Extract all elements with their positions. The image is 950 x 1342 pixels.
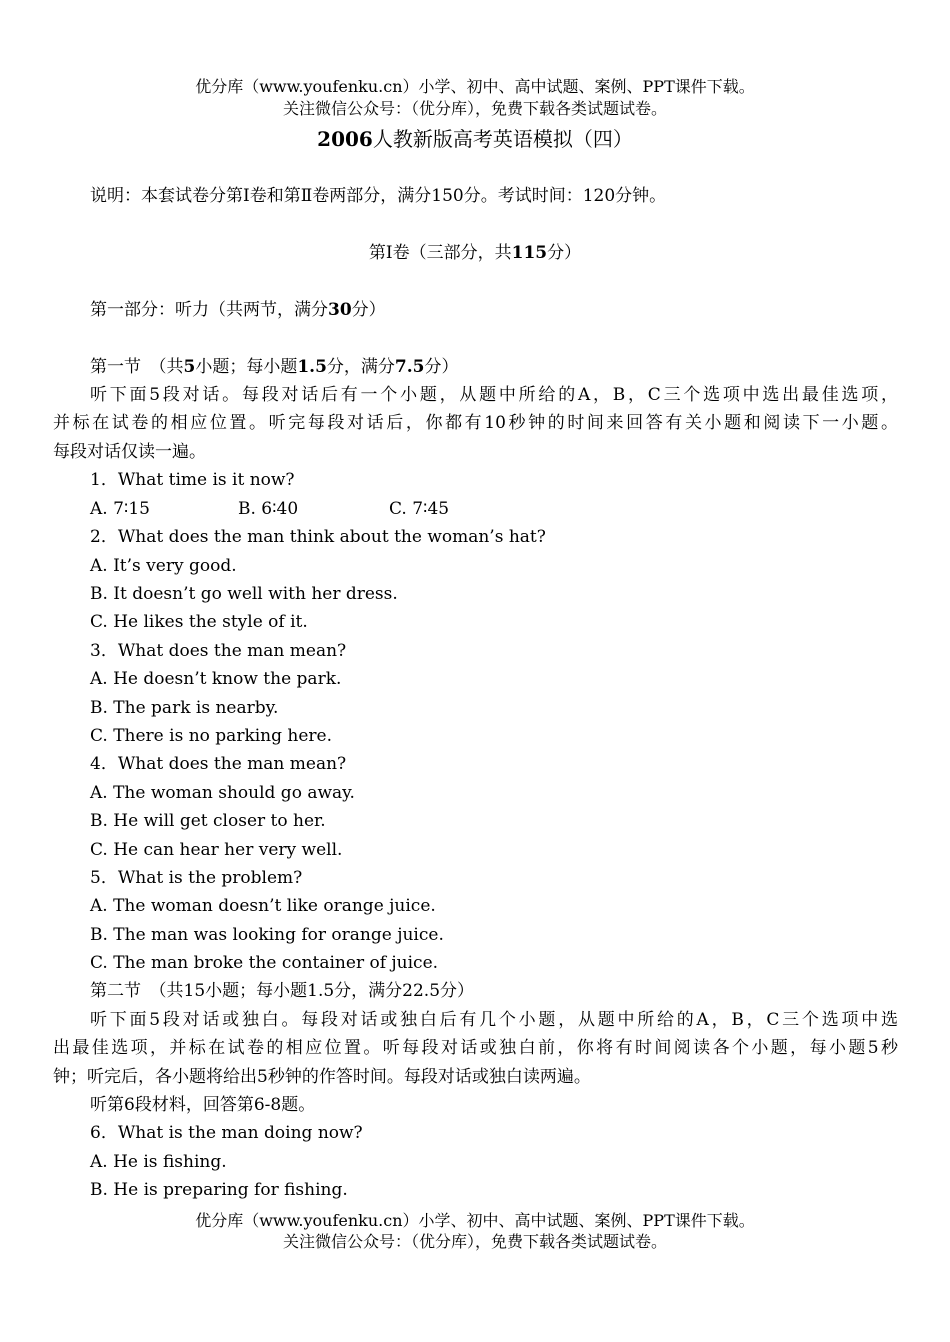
question-4-option-b: B. He will get closer to her. (90, 811, 326, 831)
title-year: 2006 (317, 127, 373, 151)
question-4-option-a: A. The woman should go away. (90, 783, 355, 803)
volume-1-heading (0, 242, 950, 264)
part-1-post: 分） (351, 300, 386, 320)
question-5: 5．What is the problem? (90, 868, 303, 888)
section-1-heading (90, 356, 459, 378)
s1h-b: 小题；每小题 (195, 357, 298, 377)
question-3: 3．What does the man mean? (90, 641, 347, 661)
s1h-a: 第一节 （共 (90, 357, 184, 377)
header-line-1: 优分库（www.youfenku.cn）小学、初中、高中试题、案例、PPT课件下载。 (195, 77, 755, 96)
volume-1-points: 115 (511, 243, 548, 263)
volume-1-post: 分） (547, 243, 582, 263)
footer-line-2: 关注微信公众号：（优分库），免费下载各类试题试卷。 (282, 1232, 667, 1251)
question-1-option-a: A. 7∶15 (90, 499, 150, 519)
question-1-option-c: C. 7∶45 (389, 499, 450, 519)
section-1-directions-1: 听下面5段对话。每段对话后有一个小题，从题中所给的A，B，C三个选项中选出最佳选项， (90, 385, 898, 405)
section-1-directions-3: 每段对话仅读一遍。 (53, 442, 206, 462)
question-3-option-c: C. There is no parking here. (90, 726, 333, 746)
section-2-heading: 第二节 （共15小题；每小题1.5分，满分22.5分） (90, 981, 475, 1001)
question-2-option-b: B. It doesn’t go well with her dress. (90, 584, 398, 604)
section-2-directions-1: 听下面5段对话或独白。每段对话或独白后有几个小题，从题中所给的A，B，C三个选项中选 (90, 1010, 898, 1030)
section-2-directions-2: 出最佳选项，并标在试卷的相应位置。听每段对话或独白前，你将有时间阅读各个小题，每小题5秒 (53, 1038, 898, 1058)
header-line-2: 关注微信公众号：（优分库），免费下载各类试题试卷。 (282, 99, 667, 118)
question-4: 4．What does the man mean? (90, 754, 347, 774)
question-4-option-c: C. He can hear her very well. (90, 840, 343, 860)
section-2-directions-3: 钟；听完后，各小题将给出5秒钟的作答时间。每段对话或独白读两遍。 (53, 1067, 591, 1087)
question-3-option-b: B. The park is nearby. (90, 698, 279, 718)
s1h-total: 7.5 (394, 357, 425, 377)
s1h-each: 1.5 (297, 357, 327, 377)
question-6: 6．What is the man doing now? (90, 1123, 363, 1143)
question-5-option-a: A. The woman doesn’t like orange juice. (90, 896, 436, 916)
title-text: 人教新版高考英语模拟（四） (372, 127, 633, 151)
volume-1-pre: 第Ⅰ卷（三部分，共 (368, 243, 512, 263)
document-title (0, 128, 950, 150)
s1h-c: 分，满分 (326, 357, 395, 377)
material-6-note: 听第6段材料，回答第6-8题。 (90, 1095, 316, 1115)
question-6-option-a: A. He is fishing. (90, 1152, 227, 1172)
part-1-points: 30 (328, 300, 352, 320)
question-2: 2．What does the man think about the woman’s hat? (90, 527, 546, 547)
s1h-count: 5 (183, 357, 196, 377)
question-3-option-a: A. He doesn’t know the park. (90, 669, 342, 689)
question-2-option-a: A. It’s very good. (90, 556, 237, 576)
question-1: 1．What time is it now? (90, 470, 295, 490)
section-1-directions-2: 并标在试卷的相应位置。听完每段对话后，你都有10秒钟的时间来回答有关小题和阅读下一小题。 (53, 413, 898, 433)
question-6-option-b: B. He is preparing for fishing. (90, 1180, 348, 1200)
s1h-d: 分） (424, 357, 459, 377)
instructions: 说明：本套试卷分第Ⅰ卷和第Ⅱ卷两部分，满分150分。考试时间：120分钟。 (90, 186, 667, 206)
question-1-options (90, 498, 449, 520)
question-5-option-b: B. The man was looking for orange juice. (90, 925, 444, 945)
part-1-pre: 第一部分：听力（共两节，满分 (90, 300, 328, 320)
part-1-heading (90, 299, 386, 321)
question-1-option-b: B. 6∶40 (238, 499, 299, 519)
footer-line-1: 优分库（www.youfenku.cn）小学、初中、高中试题、案例、PPT课件下载。 (195, 1211, 755, 1230)
question-2-option-c: C. He likes the style of it. (90, 612, 308, 632)
question-5-option-c: C. The man broke the container of juice. (90, 953, 439, 973)
